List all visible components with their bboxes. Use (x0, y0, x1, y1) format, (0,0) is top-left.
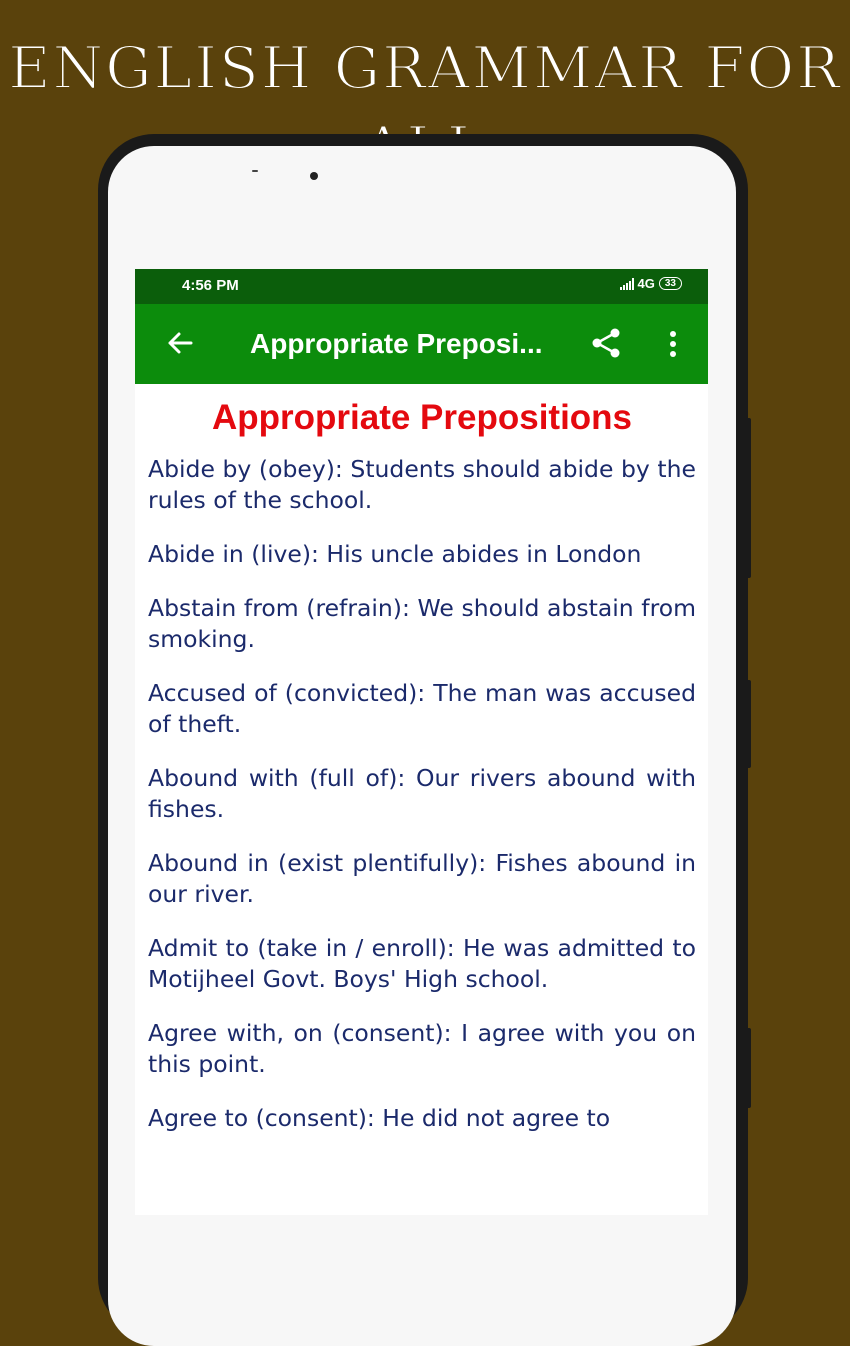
paragraph: Abound with (full of): Our rivers abound with fishes. (148, 764, 696, 823)
side-button (745, 1028, 751, 1108)
status-bar (135, 269, 708, 304)
paragraph: Abstain from (refrain): We should abstain from smoking. (148, 594, 696, 653)
paragraph: Abide in (live): His uncle abides in London (148, 540, 642, 568)
more-vert-icon[interactable] (663, 328, 683, 360)
status-icons (620, 276, 682, 291)
paragraph: Admit to (take in / enroll): He was admitted to Motijheel Govt. Boys' High school. (148, 934, 696, 993)
banner-title: ENGLISH GRAMMAR FOR (8, 34, 842, 102)
paragraph: Abound in (exist plentifully): Fishes abound in our river. (148, 849, 696, 908)
battery-icon (659, 277, 682, 290)
power-button (745, 680, 751, 768)
volume-button (745, 418, 751, 578)
status-time: 4:56 PM (182, 277, 239, 294)
app-screen (135, 269, 708, 1215)
document-content (135, 396, 708, 1134)
paragraph: Agree with, on (consent): I agree with you on this point. (148, 1019, 696, 1078)
paragraph: Agree to (consent): He did not agree to (148, 1104, 611, 1132)
battery-level: 33 (664, 278, 676, 289)
speaker (252, 170, 258, 172)
arrow-back-icon[interactable] (163, 326, 197, 360)
document-title: Appropriate Prepositions (211, 398, 633, 437)
paragraph: Accused of (convicted): The man was accused of theft. (148, 679, 696, 738)
share-icon[interactable] (589, 326, 623, 360)
paragraph: Abide by (obey): Students should abide by the rules of the school. (148, 455, 696, 514)
signal-icon (620, 278, 634, 290)
phone-bottom-bezel (108, 1215, 736, 1280)
network-type: 4G (637, 276, 655, 291)
app-bar (135, 304, 708, 384)
app-bar-title: Appropriate Preposi... (250, 328, 543, 359)
front-camera (310, 172, 318, 180)
